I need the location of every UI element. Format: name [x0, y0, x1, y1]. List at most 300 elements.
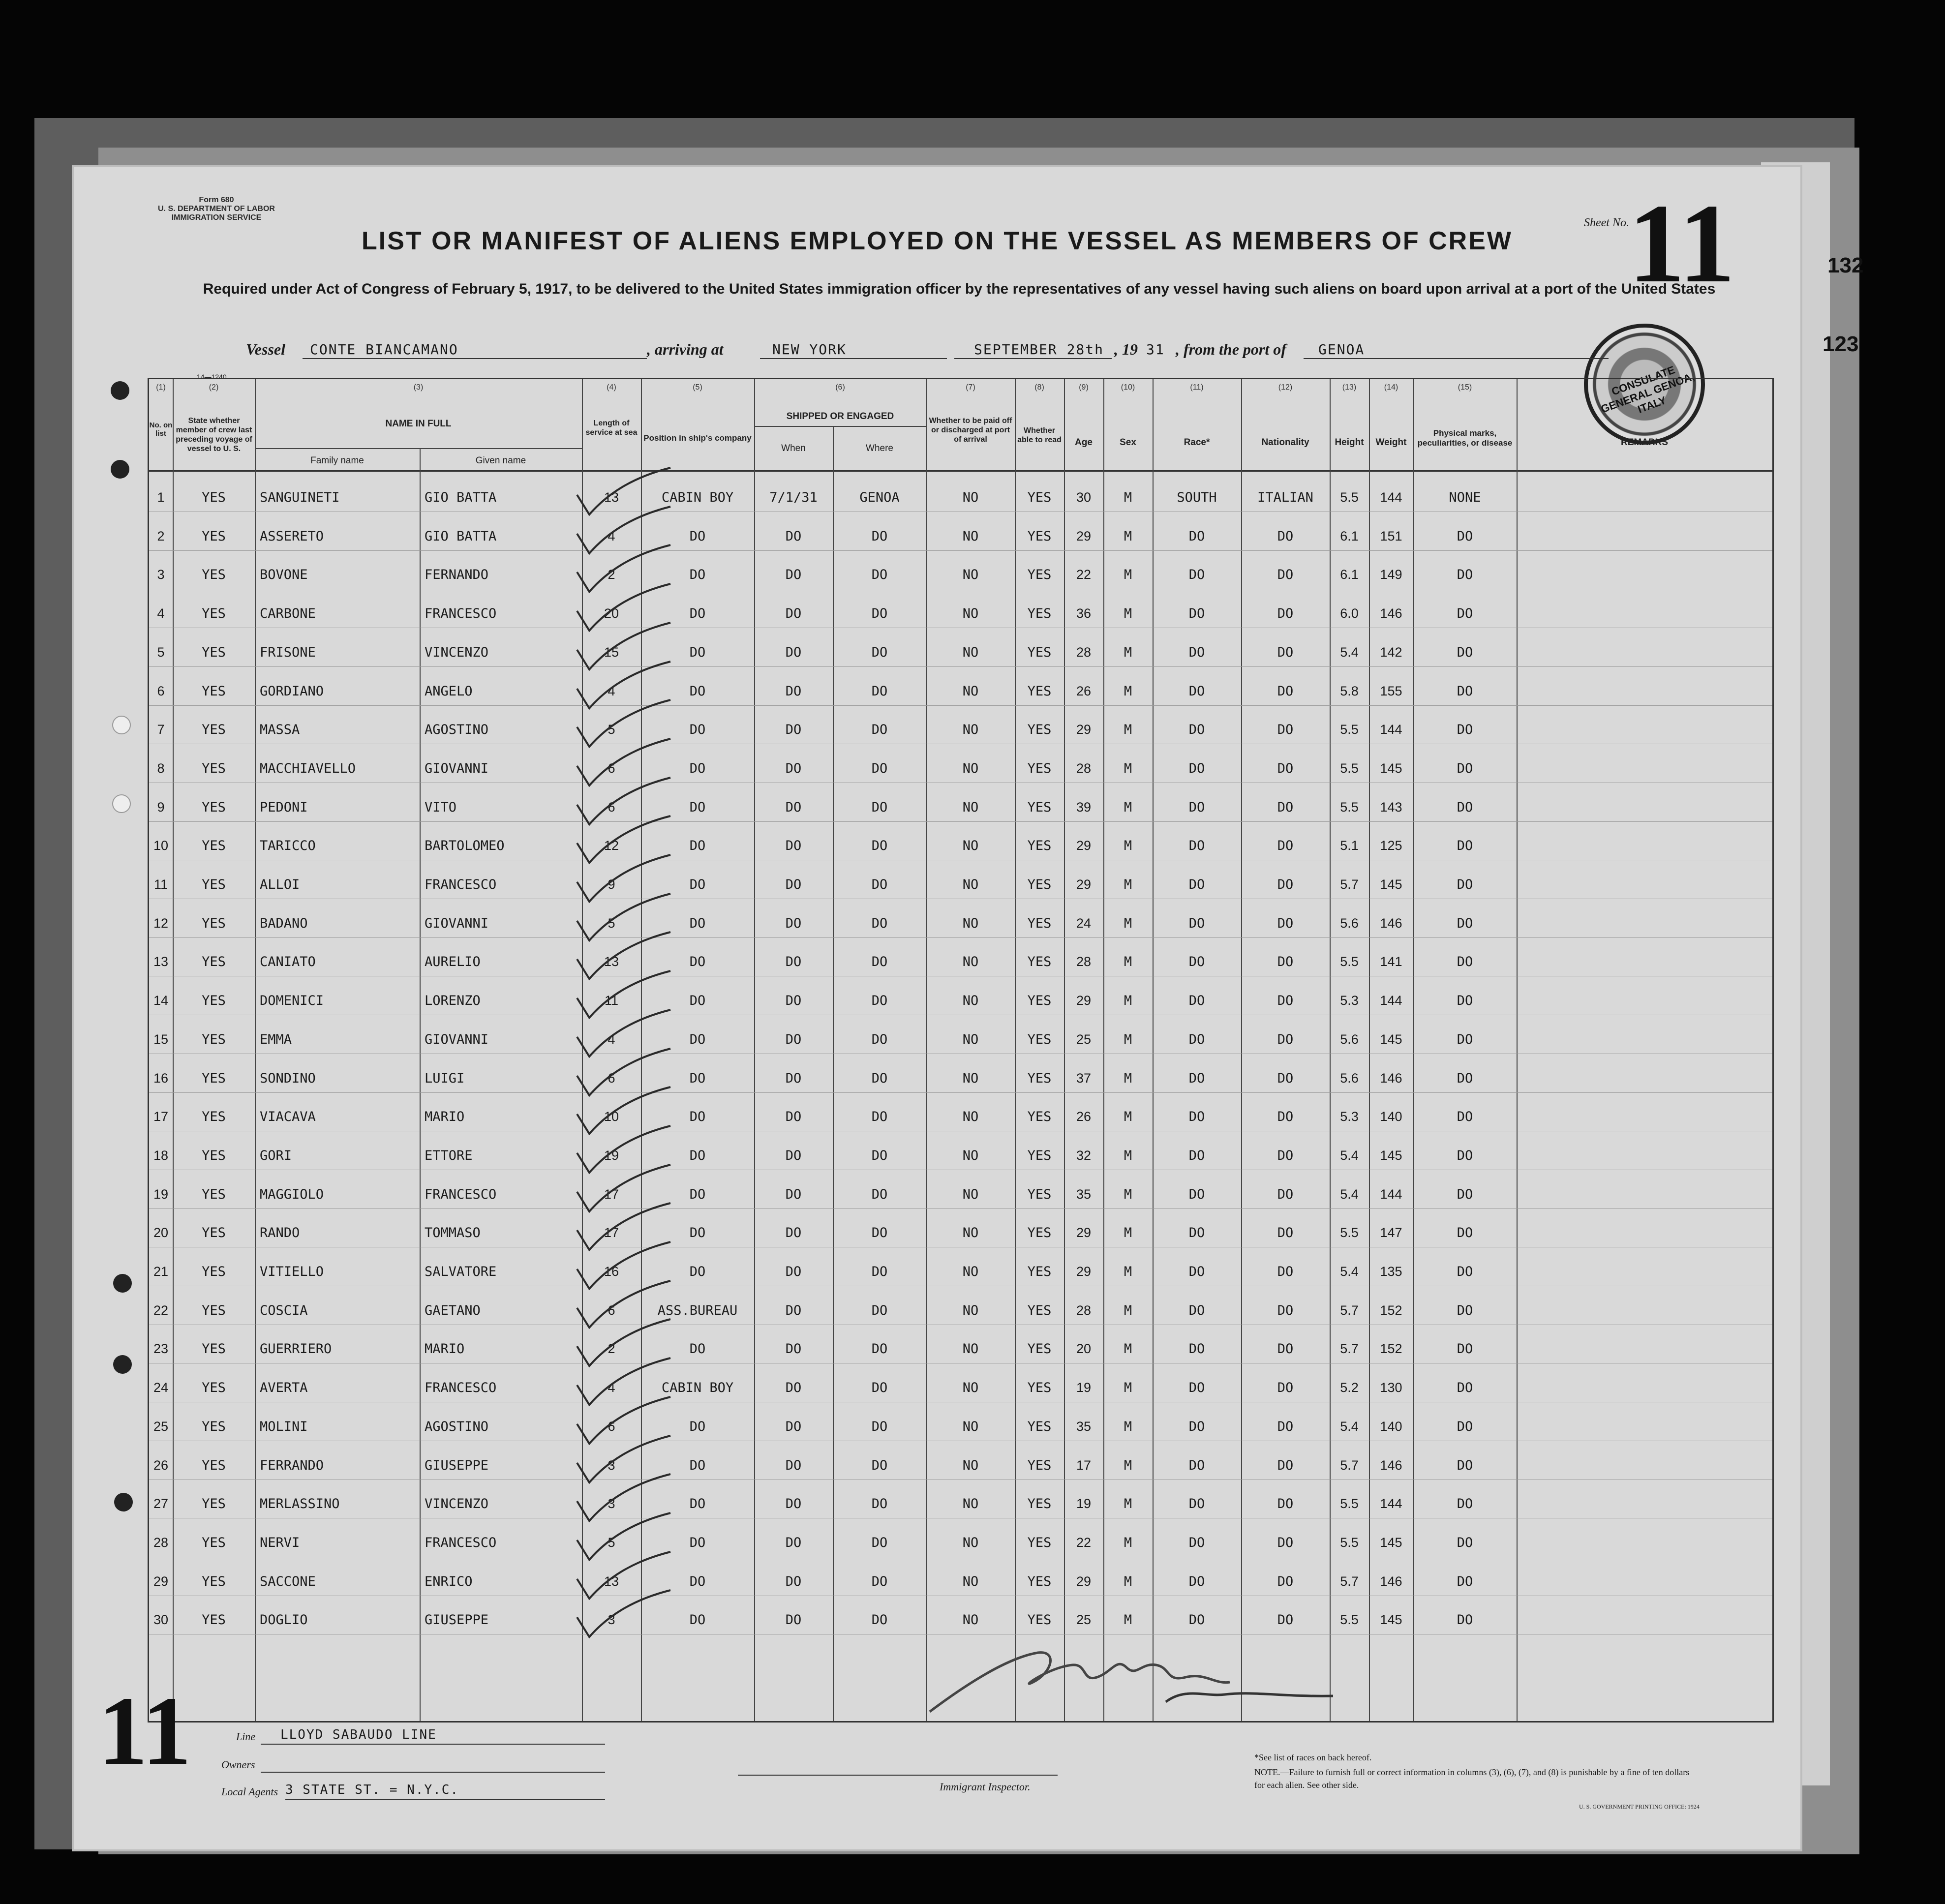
- cell-paid: NO: [962, 683, 979, 699]
- cell-no: 30: [153, 1612, 169, 1628]
- cell-service: 6: [608, 799, 615, 815]
- cell-family: SACCONE: [260, 1573, 316, 1589]
- cell-weight: 145: [1380, 1148, 1402, 1163]
- cell-family: GUERRIERO: [260, 1341, 332, 1357]
- cell-service: 20: [604, 606, 619, 621]
- cell-sex: M: [1124, 993, 1132, 1009]
- cell-service: 5: [608, 915, 615, 931]
- cell-given: ETTORE: [425, 1148, 473, 1163]
- cell-when: DO: [785, 760, 802, 776]
- cell-sex: M: [1124, 1070, 1132, 1086]
- cell-nat: DO: [1277, 799, 1294, 815]
- cell-paid: NO: [962, 1380, 979, 1396]
- cell-marks: DO: [1457, 1457, 1473, 1473]
- cell-height: 5.7: [1340, 1302, 1359, 1318]
- cell-position: DO: [689, 567, 706, 583]
- cell-weight: 145: [1380, 760, 1402, 776]
- cell-race: DO: [1188, 1031, 1205, 1047]
- cell-age: 26: [1076, 1109, 1092, 1124]
- cell-read: YES: [1027, 1457, 1052, 1473]
- cell-age: 35: [1076, 1186, 1092, 1202]
- cell-read: YES: [1027, 838, 1052, 854]
- cell-paid: NO: [962, 1341, 979, 1357]
- cell-when: DO: [785, 1612, 802, 1628]
- cell-weight: 155: [1380, 683, 1402, 698]
- cell-race: DO: [1188, 1496, 1205, 1512]
- cell-when: DO: [785, 954, 802, 970]
- cell-when: DO: [785, 799, 802, 815]
- cell-given: BARTOLOMEO: [425, 838, 505, 854]
- cell-marks: DO: [1457, 954, 1473, 970]
- agents-label: Local Agents: [221, 1785, 278, 1798]
- cell-sex: M: [1124, 606, 1132, 622]
- seal-text: CONSULATE GENERAL GENOA, ITALY: [1599, 363, 1696, 416]
- cell-weight: 145: [1380, 1535, 1402, 1550]
- cell-where: DO: [871, 1496, 888, 1512]
- cell-race: DO: [1188, 993, 1205, 1009]
- cell-when: DO: [785, 1264, 802, 1279]
- cell-position: DO: [689, 683, 706, 699]
- punch-hole: [113, 1355, 132, 1374]
- cell-nat: DO: [1277, 1612, 1294, 1628]
- cell-prev: YES: [202, 1225, 226, 1241]
- punch-hole: [111, 460, 129, 479]
- cell-position: DO: [689, 644, 706, 660]
- owners-label: Owners: [221, 1758, 255, 1771]
- cell-nat: DO: [1277, 683, 1294, 699]
- cell-paid: NO: [962, 1302, 979, 1318]
- cell-given: FRANCESCO: [425, 877, 497, 892]
- cell-where: DO: [871, 528, 888, 544]
- cell-marks: DO: [1457, 606, 1473, 622]
- cell-sex: M: [1124, 1457, 1132, 1473]
- header-race: Race*: [1184, 437, 1210, 448]
- cell-height: 5.4: [1340, 1148, 1359, 1163]
- col12-num: (12): [1278, 383, 1293, 392]
- cell-weight: 143: [1380, 799, 1402, 815]
- cell-height: 5.4: [1340, 1264, 1359, 1279]
- cell-nat: DO: [1277, 1264, 1294, 1279]
- cell-sex: M: [1124, 1225, 1132, 1241]
- cell-when: DO: [785, 1225, 802, 1241]
- cell-prev: YES: [202, 683, 226, 699]
- cell-no: 7: [157, 722, 165, 737]
- cell-family: MACCHIAVELLO: [260, 760, 356, 776]
- col14-num: (14): [1384, 383, 1398, 392]
- cell-marks: DO: [1457, 1109, 1473, 1125]
- cell-position: DO: [689, 877, 706, 892]
- cell-weight: 145: [1380, 877, 1402, 892]
- penalty-note: NOTE.—Failure to furnish full or correct information in columns (3), (6), (7), and (8) is punishable by a fine of ten dollars for each alien. See other side.: [1254, 1767, 1690, 1790]
- cell-age: 29: [1076, 1225, 1092, 1240]
- header-height: Height: [1335, 437, 1364, 448]
- cell-service: 13: [604, 490, 619, 505]
- cell-paid: NO: [962, 1148, 979, 1163]
- cell-age: 22: [1076, 1535, 1092, 1550]
- cell-when: DO: [785, 1186, 802, 1202]
- cell-race: DO: [1188, 606, 1205, 622]
- cell-age: 28: [1076, 1302, 1092, 1318]
- row-rule: [149, 1092, 1772, 1093]
- cell-given: VINCENZO: [425, 644, 489, 660]
- cell-position: DO: [689, 760, 706, 776]
- cell-where: DO: [871, 877, 888, 892]
- cell-family: PEDONI: [260, 799, 308, 815]
- cell-no: 21: [153, 1264, 169, 1279]
- cell-age: 37: [1076, 1070, 1092, 1086]
- cell-prev: YES: [202, 760, 226, 776]
- cell-position: CABIN BOY: [661, 490, 734, 505]
- cell-service: 3: [608, 1457, 615, 1473]
- cell-read: YES: [1027, 1186, 1052, 1202]
- cell-given: AGOSTINO: [425, 722, 489, 738]
- cell-height: 5.3: [1340, 1109, 1359, 1124]
- cell-height: 5.6: [1340, 1070, 1359, 1086]
- cell-race: DO: [1188, 954, 1205, 970]
- cell-age: 29: [1076, 1264, 1092, 1279]
- cell-prev: YES: [202, 954, 226, 970]
- cell-nat: DO: [1277, 915, 1294, 931]
- cell-sex: M: [1124, 722, 1132, 738]
- cell-position: DO: [689, 993, 706, 1009]
- cell-read: YES: [1027, 799, 1052, 815]
- cell-when: DO: [785, 606, 802, 622]
- cell-service: 15: [604, 644, 619, 660]
- cell-marks: DO: [1457, 1148, 1473, 1163]
- col6-num: (6): [835, 383, 845, 392]
- cell-service: 3: [608, 1612, 615, 1628]
- arriving-label: , arriving at: [647, 340, 724, 358]
- cell-race: SOUTH: [1177, 490, 1217, 505]
- cell-race: DO: [1188, 1186, 1205, 1202]
- punch-hole: [113, 1274, 132, 1293]
- cell-given: GAETANO: [425, 1302, 481, 1318]
- row-rule: [149, 705, 1772, 706]
- cell-paid: NO: [962, 760, 979, 776]
- cell-where: DO: [871, 799, 888, 815]
- cell-no: 2: [157, 528, 165, 544]
- cell-height: 5.5: [1340, 799, 1359, 815]
- cell-sex: M: [1124, 954, 1132, 970]
- cell-position: DO: [689, 606, 706, 622]
- cell-where: DO: [871, 1186, 888, 1202]
- cell-no: 29: [153, 1573, 169, 1589]
- cell-family: DOGLIO: [260, 1612, 308, 1628]
- cell-given: VINCENZO: [425, 1496, 489, 1512]
- cell-no: 20: [153, 1225, 169, 1240]
- cell-position: DO: [689, 915, 706, 931]
- cell-sex: M: [1124, 683, 1132, 699]
- subtitle: Required under Act of Congress of February 5, 1917, to be delivered to the United States immigration officer by the representatives of any vessel having such aliens on board upon arrival at a port of the United States: [203, 281, 1716, 297]
- cell-read: YES: [1027, 1419, 1052, 1434]
- cell-service: 2: [608, 567, 615, 582]
- cell-when: DO: [785, 1573, 802, 1589]
- cell-race: DO: [1188, 838, 1205, 854]
- cell-given: GIUSEPPE: [425, 1457, 489, 1473]
- cell-no: 3: [157, 567, 165, 582]
- cell-given: GIOVANNI: [425, 760, 489, 776]
- cell-height: 5.5: [1340, 490, 1359, 505]
- cell-race: DO: [1188, 877, 1205, 892]
- cell-height: 5.5: [1340, 1535, 1359, 1550]
- vessel-label: Vessel: [246, 340, 285, 358]
- date-underline: [954, 358, 1112, 359]
- cell-when: DO: [785, 993, 802, 1009]
- cell-family: MERLASSINO: [260, 1496, 340, 1512]
- cell-height: 6.1: [1340, 528, 1359, 544]
- header-previous-voyage: State whether member of crew last preceding voyage of vessel to U. S.: [176, 417, 252, 453]
- cell-family: TARICCO: [260, 838, 316, 854]
- cell-when: DO: [785, 915, 802, 931]
- cell-where: DO: [871, 993, 888, 1009]
- cell-given: LORENZO: [425, 993, 481, 1009]
- cell-no: 6: [157, 683, 165, 698]
- cell-position: DO: [689, 1496, 706, 1512]
- cell-nat: DO: [1277, 528, 1294, 544]
- cell-service: 6: [608, 1302, 615, 1318]
- sheet-label: Sheet No.: [1584, 216, 1629, 229]
- col1-num: (1): [156, 383, 166, 392]
- cell-paid: NO: [962, 1225, 979, 1241]
- col2-num: (2): [209, 383, 219, 392]
- header-physical-marks: Physical marks, peculiarities, or disease: [1417, 428, 1513, 448]
- cell-sex: M: [1124, 838, 1132, 854]
- cell-sex: M: [1124, 1612, 1132, 1628]
- cell-given: GIUSEPPE: [425, 1612, 489, 1628]
- cell-when: DO: [785, 838, 802, 854]
- header-name-in-full: NAME IN FULL: [385, 419, 452, 429]
- cell-race: DO: [1188, 1573, 1205, 1589]
- cell-read: YES: [1027, 644, 1052, 660]
- form-code: 14—1240: [197, 373, 227, 381]
- cell-sex: M: [1124, 877, 1132, 892]
- cell-age: 25: [1076, 1031, 1092, 1047]
- cell-prev: YES: [202, 1612, 226, 1628]
- cell-marks: DO: [1457, 1496, 1473, 1512]
- cell-paid: NO: [962, 1535, 979, 1550]
- cell-given: GIO BATTA: [425, 490, 497, 505]
- cell-when: DO: [785, 567, 802, 583]
- cell-marks: DO: [1457, 877, 1473, 892]
- cell-age: 19: [1076, 1380, 1092, 1395]
- cell-when: DO: [785, 1341, 802, 1357]
- header-able-to-read: Whether able to read: [1017, 426, 1062, 444]
- cell-nat: DO: [1277, 606, 1294, 622]
- cell-sex: M: [1124, 1264, 1132, 1279]
- cell-where: DO: [871, 838, 888, 854]
- cell-paid: NO: [962, 1419, 979, 1434]
- inspector-label: Immigrant Inspector.: [940, 1781, 1031, 1793]
- cell-nat: DO: [1277, 1031, 1294, 1047]
- cell-given: FRANCESCO: [425, 606, 497, 622]
- cell-given: TOMMASO: [425, 1225, 481, 1241]
- cell-race: DO: [1188, 1341, 1205, 1357]
- cell-race: DO: [1188, 915, 1205, 931]
- cell-when: DO: [785, 1109, 802, 1125]
- cell-read: YES: [1027, 1148, 1052, 1163]
- col10-num: (10): [1121, 383, 1135, 392]
- cell-given: ANGELO: [425, 683, 473, 699]
- cell-family: DOMENICI: [260, 993, 324, 1009]
- cell-position: DO: [689, 1148, 706, 1163]
- cell-no: 27: [153, 1496, 169, 1511]
- cell-race: DO: [1188, 799, 1205, 815]
- header-shipped-or-engaged: SHIPPED OR ENGAGED: [786, 411, 894, 422]
- cell-nat: DO: [1277, 1070, 1294, 1086]
- cell-sex: M: [1124, 1573, 1132, 1589]
- cell-marks: DO: [1457, 1070, 1473, 1086]
- cell-where: DO: [871, 1109, 888, 1125]
- cell-position: DO: [689, 1573, 706, 1589]
- cell-service: 11: [604, 993, 619, 1008]
- header-where: Where: [866, 443, 893, 453]
- cell-height: 5.7: [1340, 1457, 1359, 1473]
- cell-age: 17: [1076, 1457, 1092, 1473]
- cell-service: 4: [608, 1380, 615, 1395]
- cell-given: AGOSTINO: [425, 1419, 489, 1434]
- cell-race: DO: [1188, 1380, 1205, 1396]
- row-rule: [149, 550, 1772, 551]
- cell-no: 15: [153, 1031, 169, 1047]
- cell-no: 25: [153, 1419, 169, 1434]
- header-length-of-service: Length of service at sea: [585, 419, 638, 437]
- cell-sex: M: [1124, 1535, 1132, 1550]
- cell-family: MAGGIOLO: [260, 1186, 324, 1202]
- cell-sex: M: [1124, 1380, 1132, 1396]
- cell-service: 6: [608, 1419, 615, 1434]
- cell-marks: DO: [1457, 993, 1473, 1009]
- cell-no: 19: [153, 1186, 169, 1202]
- cell-weight: 144: [1380, 1496, 1402, 1511]
- cell-weight: 144: [1380, 993, 1402, 1008]
- cell-race: DO: [1188, 683, 1205, 699]
- cell-paid: NO: [962, 722, 979, 738]
- races-note: *See list of races on back hereof.: [1254, 1753, 1372, 1762]
- cell-family: ASSERETO: [260, 528, 324, 544]
- cell-position: CABIN BOY: [661, 1380, 734, 1396]
- cell-where: DO: [871, 1148, 888, 1163]
- cell-when: DO: [785, 1380, 802, 1396]
- cell-age: 24: [1076, 915, 1092, 931]
- cell-read: YES: [1027, 760, 1052, 776]
- cell-when: DO: [785, 1070, 802, 1086]
- cell-age: 29: [1076, 877, 1092, 892]
- cell-read: YES: [1027, 722, 1052, 738]
- cell-height: 5.8: [1340, 683, 1359, 698]
- cell-marks: DO: [1457, 1380, 1473, 1396]
- cell-service: 13: [604, 1573, 619, 1589]
- cell-position: DO: [689, 528, 706, 544]
- cell-given: FERNANDO: [425, 567, 489, 583]
- cell-weight: 145: [1380, 1612, 1402, 1628]
- cell-weight: 125: [1380, 838, 1402, 853]
- cell-paid: NO: [962, 1109, 979, 1125]
- cell-when: DO: [785, 644, 802, 660]
- cell-nat: DO: [1277, 567, 1294, 583]
- cell-height: 5.7: [1340, 1341, 1359, 1357]
- arrival-year: 31: [1146, 341, 1165, 358]
- cell-height: 6.1: [1340, 567, 1359, 582]
- cell-service: 9: [608, 877, 615, 892]
- cell-when: DO: [785, 877, 802, 892]
- cell-sex: M: [1124, 1031, 1132, 1047]
- cell-where: DO: [871, 1031, 888, 1047]
- cell-nat: DO: [1277, 1380, 1294, 1396]
- col5-num: (5): [693, 383, 702, 392]
- cell-marks: DO: [1457, 1031, 1473, 1047]
- cell-family: MASSA: [260, 722, 300, 738]
- cell-paid: NO: [962, 877, 979, 892]
- port-underline: [760, 358, 947, 359]
- cell-sex: M: [1124, 1186, 1132, 1202]
- cell-age: 29: [1076, 993, 1092, 1008]
- cell-position: DO: [689, 954, 706, 970]
- cell-marks: DO: [1457, 1419, 1473, 1434]
- header-sex: Sex: [1120, 437, 1136, 448]
- cell-age: 28: [1076, 644, 1092, 660]
- cell-weight: 142: [1380, 644, 1402, 660]
- cell-nat: DO: [1277, 1148, 1294, 1163]
- cell-height: 5.7: [1340, 1573, 1359, 1589]
- cell-read: YES: [1027, 1109, 1052, 1125]
- cell-nat: DO: [1277, 838, 1294, 854]
- cell-paid: NO: [962, 1496, 979, 1512]
- cell-race: DO: [1188, 722, 1205, 738]
- cell-paid: NO: [962, 1031, 979, 1047]
- inspector-signature: [910, 1638, 1353, 1722]
- year-prefix: , 19: [1114, 340, 1138, 358]
- cell-read: YES: [1027, 683, 1052, 699]
- cell-race: DO: [1188, 1148, 1205, 1163]
- cell-weight: 144: [1380, 722, 1402, 737]
- header-given-name: Given name: [475, 455, 526, 466]
- cell-marks: DO: [1457, 1186, 1473, 1202]
- cell-no: 10: [153, 838, 169, 853]
- header-age: Age: [1075, 437, 1093, 448]
- cell-race: DO: [1188, 1612, 1205, 1628]
- cell-race: DO: [1188, 1302, 1205, 1318]
- corner-sheet-number: 11: [98, 1677, 191, 1785]
- cell-sex: M: [1124, 1109, 1132, 1125]
- cell-given: AURELIO: [425, 954, 481, 970]
- cell-race: DO: [1188, 1225, 1205, 1241]
- cell-prev: YES: [202, 606, 226, 622]
- cell-nat: DO: [1277, 1457, 1294, 1473]
- cell-nat: DO: [1277, 1496, 1294, 1512]
- cell-paid: NO: [962, 606, 979, 622]
- vessel-underline: [303, 358, 647, 359]
- cell-family: COSCIA: [260, 1302, 308, 1318]
- check-mark: [572, 1588, 680, 1642]
- cell-read: YES: [1027, 954, 1052, 970]
- cell-no: 28: [153, 1535, 169, 1550]
- header-when: When: [781, 443, 806, 453]
- cell-prev: YES: [202, 1419, 226, 1434]
- col15-num: (15): [1458, 383, 1472, 392]
- cell-where: DO: [871, 1457, 888, 1473]
- cell-family: ALLOI: [260, 877, 300, 892]
- cell-race: DO: [1188, 1457, 1205, 1473]
- cell-no: 13: [153, 954, 169, 969]
- cell-race: DO: [1188, 760, 1205, 776]
- cell-family: BOVONE: [260, 567, 308, 583]
- cell-marks: DO: [1457, 644, 1473, 660]
- cell-paid: NO: [962, 1612, 979, 1628]
- cell-sex: M: [1124, 644, 1132, 660]
- cell-nat: DO: [1277, 877, 1294, 892]
- cell-marks: DO: [1457, 838, 1473, 854]
- cell-height: 5.5: [1340, 760, 1359, 776]
